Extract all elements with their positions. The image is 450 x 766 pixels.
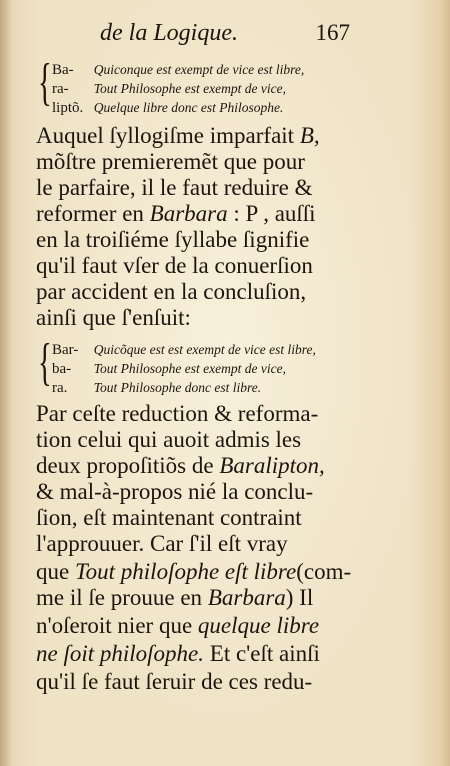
text-line: n'oſeroit nier que quelque libre bbox=[36, 613, 320, 638]
text-line: le parfaire, il le faut reduire & bbox=[36, 175, 313, 200]
gutter-shadow bbox=[0, 0, 12, 766]
text-line: ainſi que ſ'enſuit: bbox=[36, 305, 191, 330]
proposition-text: Quicõque est est exempt de vice est libre, bbox=[93, 342, 316, 357]
text-line: tion celui qui auoit admis les bbox=[36, 427, 302, 452]
text-line: ſion, eſt maintenant contraint bbox=[36, 505, 302, 530]
text-line: qu'il faut vſer de la conuerſion bbox=[36, 253, 313, 278]
syllogism-line bbox=[52, 79, 286, 99]
text-line: par accident en la concluſion, bbox=[36, 279, 307, 304]
text-line: Auquel ſyllogiſme imparfait B, bbox=[36, 123, 320, 148]
text-line: mõſtre premieremẽt que pour bbox=[36, 149, 305, 174]
text-line: reformer en Barbara : P , auſſi bbox=[36, 201, 316, 226]
syllogism-barbara bbox=[38, 334, 358, 400]
brace-glyph: { bbox=[38, 334, 52, 391]
syllogism-line bbox=[52, 98, 283, 118]
mnemonic-syllable: Ba- bbox=[52, 62, 74, 78]
text-line: & mal-à-propos nié la conclu- bbox=[36, 479, 314, 504]
brace-glyph: { bbox=[38, 54, 52, 111]
proposition-text: Quelque libre donc est Philosophe. bbox=[93, 100, 284, 115]
mnemonic-syllable: Bar- bbox=[52, 342, 79, 358]
text-line: deux propoſitiõs de Baralipton, bbox=[36, 453, 325, 478]
proposition-text: Tout Philosophe est exempt de vice, bbox=[93, 81, 286, 96]
text-line: que Tout philoſophe eſt libre(com- bbox=[36, 559, 352, 584]
page-header bbox=[100, 20, 350, 50]
proposition-text: Tout Philosophe donc est libre. bbox=[93, 380, 262, 395]
syllogism-line bbox=[52, 60, 304, 80]
mnemonic-syllable: liptõ. bbox=[52, 100, 84, 116]
mnemonic-syllable: ra. bbox=[52, 380, 68, 396]
proposition-text: Quiconque est exempt de vice est libre, bbox=[93, 62, 305, 77]
mnemonic-syllable: ba- bbox=[52, 361, 72, 377]
text-line: l'approuuer. Car ſ'il eſt vray bbox=[36, 531, 288, 556]
text-line: qu'il ſe faut ſeruir de ces redu- bbox=[36, 669, 313, 694]
syllogism-line bbox=[52, 359, 286, 379]
syllogism-line bbox=[52, 340, 316, 360]
text-line: en la troiſiéme ſyllabe ſignifie bbox=[36, 227, 310, 252]
syllogism-baralipton bbox=[38, 54, 358, 120]
text-line: me il ſe prouue en Barbara) Il bbox=[36, 585, 314, 610]
text-line: Par ceſte reduction & reforma- bbox=[36, 401, 319, 426]
mnemonic-syllable: ra- bbox=[52, 81, 69, 97]
text-line: ne ſoit philoſophe. Et c'eſt ainſi bbox=[36, 641, 320, 666]
proposition-text: Tout Philosophe est exempt de vice, bbox=[93, 361, 286, 376]
page-number: 167 bbox=[315, 20, 350, 45]
syllogism-line bbox=[52, 378, 261, 398]
running-title: de la Logique. bbox=[100, 20, 238, 46]
